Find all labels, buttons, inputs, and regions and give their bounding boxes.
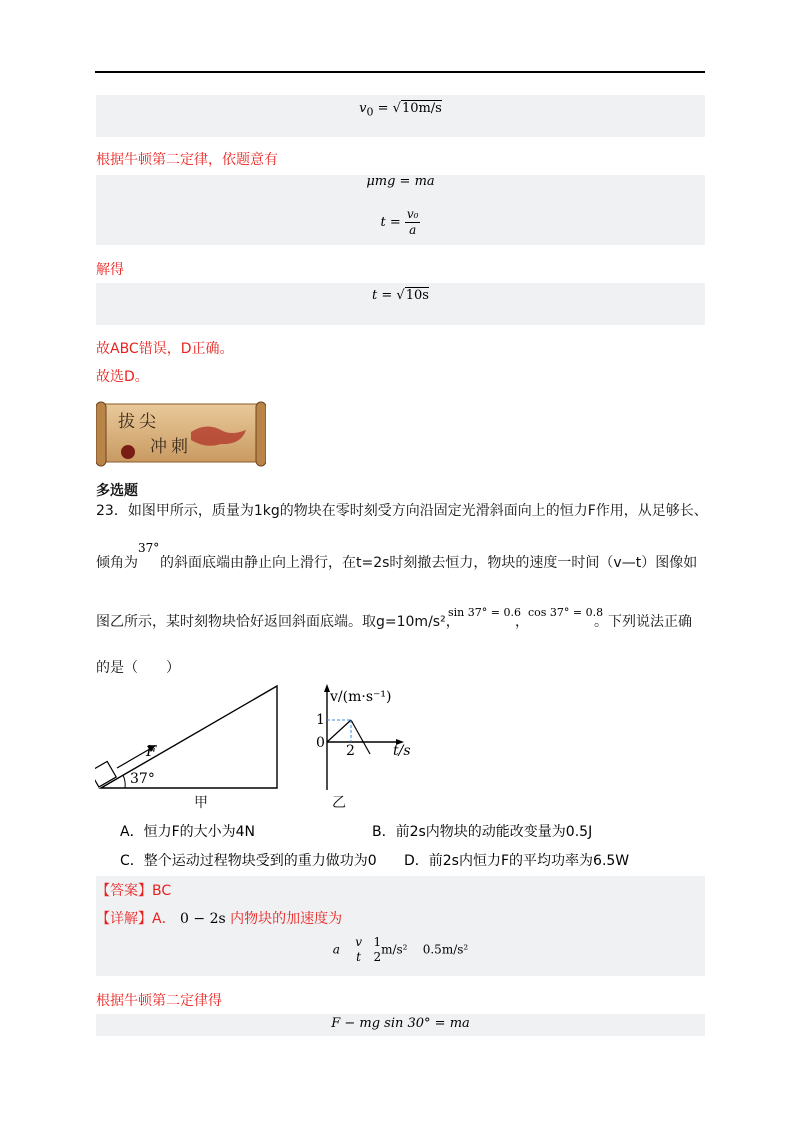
option-a[interactable]: A．恒力F的大小为4N xyxy=(120,824,256,840)
equation-friction: μmg = ma xyxy=(366,174,435,189)
equation-box-motion xyxy=(96,175,705,245)
figure-incline-caption: 甲 xyxy=(194,795,208,811)
detail-line: 【详解】A． 0 − 2s 内物块的加速度为 xyxy=(96,911,343,927)
graph-caption: 乙 xyxy=(332,795,346,811)
answer-value: BC xyxy=(152,883,172,899)
option-c[interactable]: C．整个运动过程物块受到的重力做功为0 xyxy=(120,853,377,869)
graph-origin: 0 xyxy=(316,735,325,751)
text-choice: 故选D。 xyxy=(96,369,149,385)
text-conclusion: 故ABC错误，D正确。 xyxy=(96,341,234,357)
question-line-2b: 的斜面底端由静止向上滑行，在t=2s时刻撤去恒力，物块的速度一时间（v—t）图像如 xyxy=(160,555,698,571)
figure-incline-angle: 37° xyxy=(130,771,155,787)
question-angle: 37° xyxy=(138,541,160,555)
section-title: 多选题 xyxy=(96,483,138,499)
option-d[interactable]: D．前2s内恒力F的平均功率为6.5W xyxy=(404,853,630,869)
question-sin: sin 37° = 0.6 xyxy=(448,606,521,619)
text-newton-law-2: 根据牛顿第二定律得 xyxy=(96,993,222,1009)
option-b[interactable]: B．前2s内物块的动能改变量为0.5J xyxy=(372,824,593,840)
graph-x-tick-2: 2 xyxy=(346,743,355,759)
question-line-1: 23．如图甲所示，质量为1kg的物块在零时刻受方向沿固定光滑斜面向上的恒力F作用，从足够长、 xyxy=(96,503,708,519)
figure-incline xyxy=(95,682,290,812)
graph-ylabel: v/(m·s⁻¹) xyxy=(330,689,392,705)
detail-range: 0 − 2s xyxy=(180,911,226,927)
graph-y-tick-1: 1 xyxy=(316,712,325,728)
equation-box-t xyxy=(96,283,705,325)
text-solve: 解得 xyxy=(96,262,124,278)
question-cos: cos 37° = 0.8 xyxy=(528,606,604,619)
equation-box-force xyxy=(96,1014,705,1036)
header-rule xyxy=(95,71,705,73)
equation-box-v0 xyxy=(96,95,705,137)
figure-incline-force: F xyxy=(146,742,157,760)
banner-text-2: 冲刺 xyxy=(150,437,192,457)
equation-acceleration: a v t 1 2 m/s² 0.5m/s² xyxy=(332,935,469,964)
equation-time: t = $\frac{\text{v₀}}{a}$ xyxy=(380,207,419,237)
question-line-4: 的是（ ） xyxy=(96,660,180,676)
answer-label: 【答案】 xyxy=(96,883,152,899)
text-newton-law-1: 根据牛顿第二定律，依题意有 xyxy=(96,152,278,168)
equation-force: F − mg sin 30° = ma xyxy=(331,1016,470,1031)
question-line-3b: 。下列说法正确 xyxy=(594,614,692,630)
detail-text: 内物块的加速度为 xyxy=(230,911,343,927)
banner-text-1: 拔尖 xyxy=(118,412,160,432)
question-line-2a: 倾角为 xyxy=(96,555,138,571)
equation-t-result: t = √10s xyxy=(372,288,429,303)
equation-v0: $v_0 = √10m/s$ xyxy=(359,101,442,119)
answer-line xyxy=(96,880,171,900)
question-line-3a: 图乙所示，某时刻物块恰好返回斜面底端。取g=10m/s²， xyxy=(96,614,460,630)
detail-label: 【详解】 xyxy=(96,911,152,927)
graph-xlabel: t/s xyxy=(393,743,411,759)
